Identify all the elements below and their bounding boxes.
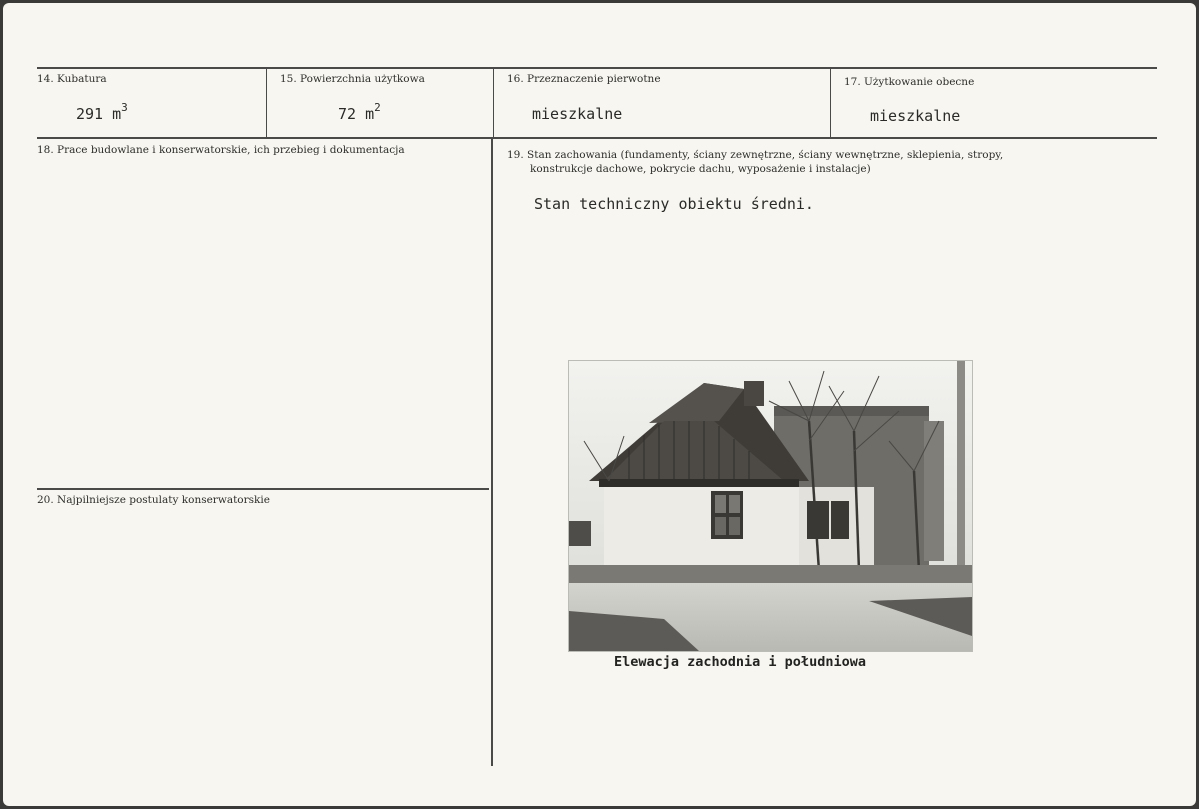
photo-image <box>569 361 972 651</box>
divider-main-column <box>491 138 493 766</box>
divider-16-17 <box>830 68 831 138</box>
field-14-number: 291 m <box>76 105 122 123</box>
building-photograph <box>568 360 973 652</box>
field-20-label: 20. Najpilniejsze postulaty konserwatorskie <box>37 494 270 506</box>
field-15-number: 72 m <box>338 105 375 123</box>
top-rule <box>37 67 1157 69</box>
field-16-value: mieszkalne <box>532 105 623 123</box>
field-19-label-line1: 19. Stan zachowania (fundamenty, ściany zewnętrzne, ściany wewnętrzne, sklepienia, stropy, <box>507 149 1004 161</box>
field-18-label: 18. Prace budowlane i konserwatorskie, ich przebieg i dokumentacja <box>37 144 405 156</box>
divider-14-15 <box>266 68 267 138</box>
divider-15-16 <box>493 68 494 138</box>
field-15-exponent: 2 <box>374 101 381 114</box>
field-14-value <box>76 103 128 123</box>
field-17-value: mieszkalne <box>870 107 961 125</box>
field-17-label: 17. Użytkowanie obecne <box>844 76 975 88</box>
field20-top-rule <box>37 488 489 490</box>
field-14-exponent: 3 <box>121 101 128 114</box>
field-19-label-line2: konstrukcje dachowe, pokrycie dachu, wyposażenie i instalacje) <box>530 163 871 175</box>
field-16-label: 16. Przeznaczenie pierwotne <box>507 73 661 85</box>
photo-caption: Elewacja zachodnia i południowa <box>614 654 866 670</box>
field-15-label: 15. Powierzchnia użytkowa <box>280 73 425 85</box>
field-19-value: Stan techniczny obiektu średni. <box>534 195 814 213</box>
field-15-value <box>338 103 381 123</box>
field-14-label: 14. Kubatura <box>37 73 107 85</box>
row1-bottom-rule <box>37 137 1157 139</box>
inventory-card <box>3 3 1196 806</box>
